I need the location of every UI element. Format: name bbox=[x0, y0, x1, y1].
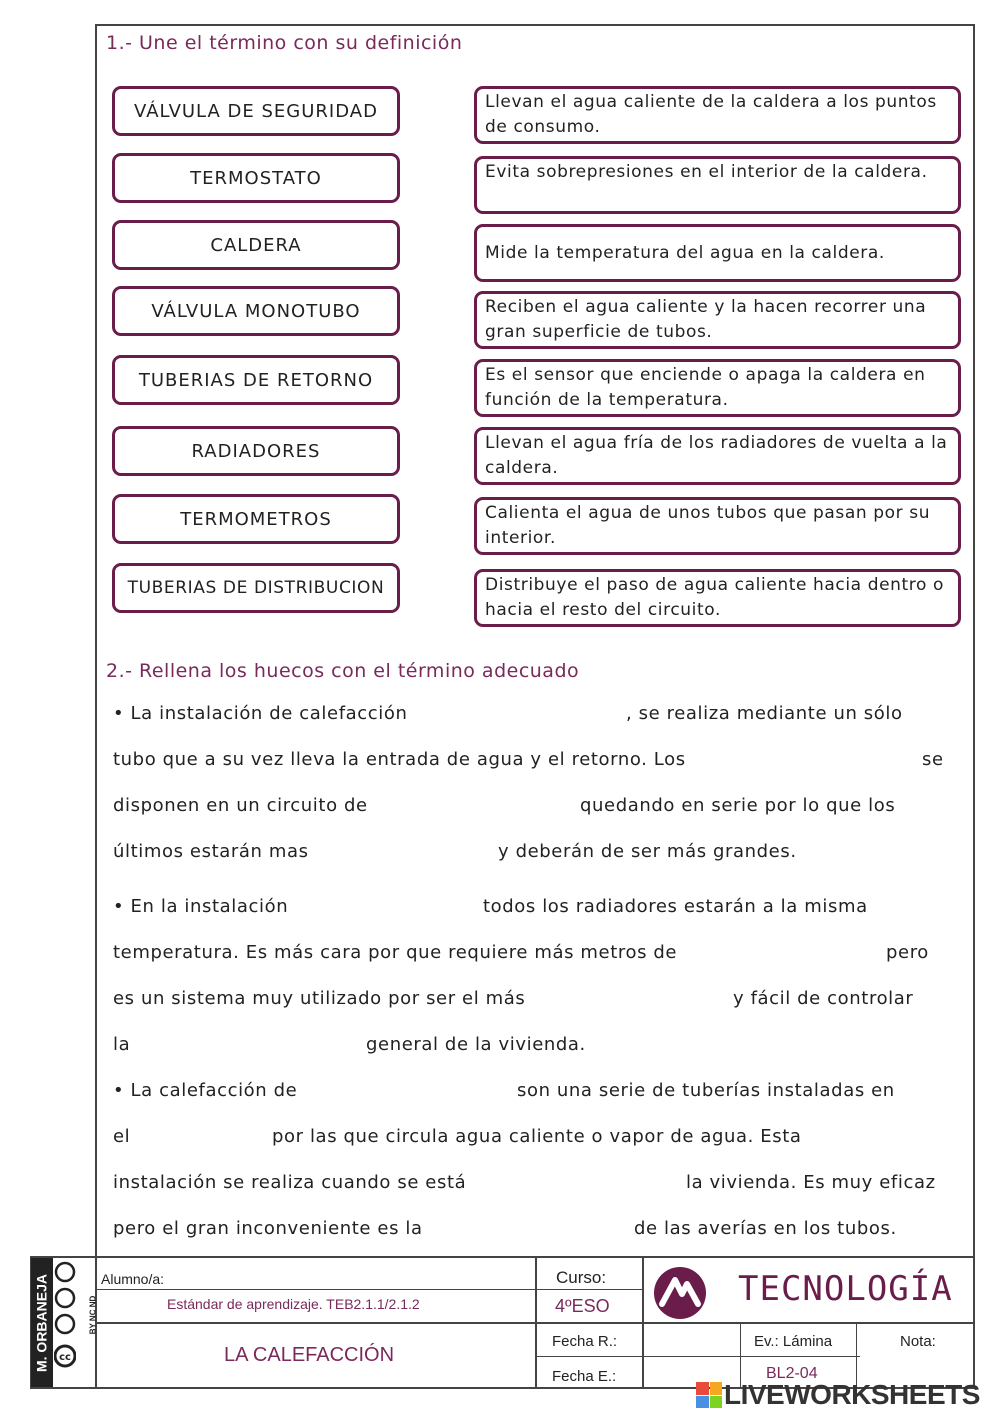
fill-text: últimos estarán mas bbox=[113, 841, 309, 862]
topic-title: LA CALEFACCIÓN bbox=[224, 1344, 395, 1366]
fill-text: • En la instalación bbox=[113, 896, 289, 917]
fill-text: de las averías en los tubos. bbox=[634, 1218, 897, 1239]
fill-text: • La instalación de calefacción bbox=[113, 703, 408, 724]
fill-text: todos los radiadores estarán a la misma bbox=[483, 896, 868, 917]
definition-box[interactable]: Mide la temperatura del agua en la caldera. bbox=[474, 224, 961, 282]
term-box[interactable]: CALDERA bbox=[112, 220, 400, 270]
student-label: Alumno/a: bbox=[101, 1271, 165, 1287]
subject-logo-icon bbox=[653, 1266, 707, 1320]
term-box[interactable]: TERMOSTATO bbox=[112, 153, 400, 203]
date-e-label: Fecha E.: bbox=[552, 1368, 617, 1385]
license-strip bbox=[31, 1258, 98, 1387]
definition-box[interactable]: Llevan el agua caliente de la caldera a los puntos de consumo. bbox=[474, 86, 961, 144]
author-name: M. ORBANEJA bbox=[33, 1274, 50, 1373]
term-box[interactable]: TERMOMETROS bbox=[112, 494, 400, 544]
course-value: 4ºESO bbox=[555, 1296, 610, 1316]
watermark-text: LIVEWORKSHEETS bbox=[724, 1379, 980, 1410]
fill-text: y fácil de controlar bbox=[733, 988, 914, 1009]
svg-text:cc: cc bbox=[59, 1352, 71, 1363]
subject-title: TECNOLOGÍA bbox=[738, 1269, 953, 1309]
course-label: Curso: bbox=[556, 1268, 607, 1287]
definition-box[interactable]: Evita sobrepresiones en el interior de la caldera. bbox=[474, 156, 961, 214]
sheet-code: BL2-04 bbox=[766, 1365, 818, 1382]
section1-title: 1.- Une el término con su definición bbox=[106, 32, 463, 54]
grade-label: Nota: bbox=[900, 1333, 936, 1350]
fill-text: disponen en un circuito de bbox=[113, 795, 368, 816]
term-box[interactable]: TUBERIAS DE DISTRIBUCION bbox=[112, 563, 400, 613]
fill-text: instalación se realiza cuando se está bbox=[113, 1172, 467, 1193]
learning-standard: Estándar de aprendizaje. TEB2.1.1/2.1.2 bbox=[167, 1296, 420, 1312]
fill-text: temperatura. Es más cara por que requiere más metros de bbox=[113, 942, 678, 963]
term-box[interactable]: RADIADORES bbox=[112, 426, 400, 476]
fill-text: es un sistema muy utilizado por ser el más bbox=[113, 988, 526, 1009]
definition-box[interactable]: Reciben el agua caliente y la hacen recorrer una gran superficie de tubos. bbox=[474, 291, 961, 349]
footer-col-line bbox=[642, 1256, 644, 1389]
fill-text: el bbox=[113, 1126, 131, 1147]
cc-license-icon bbox=[54, 1258, 76, 1387]
fill-text: pero bbox=[886, 942, 929, 963]
fill-text: la bbox=[113, 1034, 131, 1055]
definition-box[interactable]: Llevan el agua fría de los radiadores de vuelta a la caldera. bbox=[474, 427, 961, 485]
fill-text: tubo que a su vez lleva la entrada de agua y el retorno. Los bbox=[113, 749, 686, 770]
fill-text: general de la vivienda. bbox=[366, 1034, 586, 1055]
fill-text: son una serie de tuberías instaladas en bbox=[517, 1080, 895, 1101]
fill-text: se bbox=[922, 749, 944, 770]
fill-text: , se realiza mediante un sólo bbox=[626, 703, 903, 724]
term-box[interactable]: VÁLVULA MONOTUBO bbox=[112, 286, 400, 336]
footer-col-line bbox=[535, 1256, 537, 1389]
term-box[interactable]: VÁLVULA DE SEGURIDAD bbox=[112, 86, 400, 136]
fill-text: • La calefacción de bbox=[113, 1080, 298, 1101]
fill-text: la vivienda. Es muy eficaz bbox=[686, 1172, 936, 1193]
footer-row-line bbox=[535, 1356, 860, 1357]
license-terms: BY NC ND bbox=[88, 1295, 98, 1335]
term-box[interactable]: TUBERIAS DE RETORNO bbox=[112, 355, 400, 405]
date-r-label: Fecha R.: bbox=[552, 1333, 618, 1350]
definition-box[interactable]: Calienta el agua de unos tubos que pasan por su interior. bbox=[474, 497, 961, 555]
footer-row-line bbox=[95, 1289, 643, 1290]
fill-text: por las que circula agua caliente o vapor de agua. Esta bbox=[272, 1126, 802, 1147]
watermark-logo-icon bbox=[696, 1382, 722, 1408]
fill-text: y deberán de ser más grandes. bbox=[498, 841, 797, 862]
definition-box[interactable]: Es el sensor que enciende o apaga la caldera en función de la temperatura. bbox=[474, 359, 961, 417]
section2-title: 2.- Rellena los huecos con el término adecuado bbox=[106, 660, 580, 682]
eval-label: Ev.: Lámina bbox=[754, 1333, 833, 1350]
fill-text: quedando en serie por lo que los bbox=[580, 795, 896, 816]
fill-text: pero el gran inconveniente es la bbox=[113, 1218, 423, 1239]
definition-box[interactable]: Distribuye el paso de agua caliente hacia dentro o hacia el resto del circuito. bbox=[474, 569, 961, 627]
watermark bbox=[696, 1378, 980, 1412]
